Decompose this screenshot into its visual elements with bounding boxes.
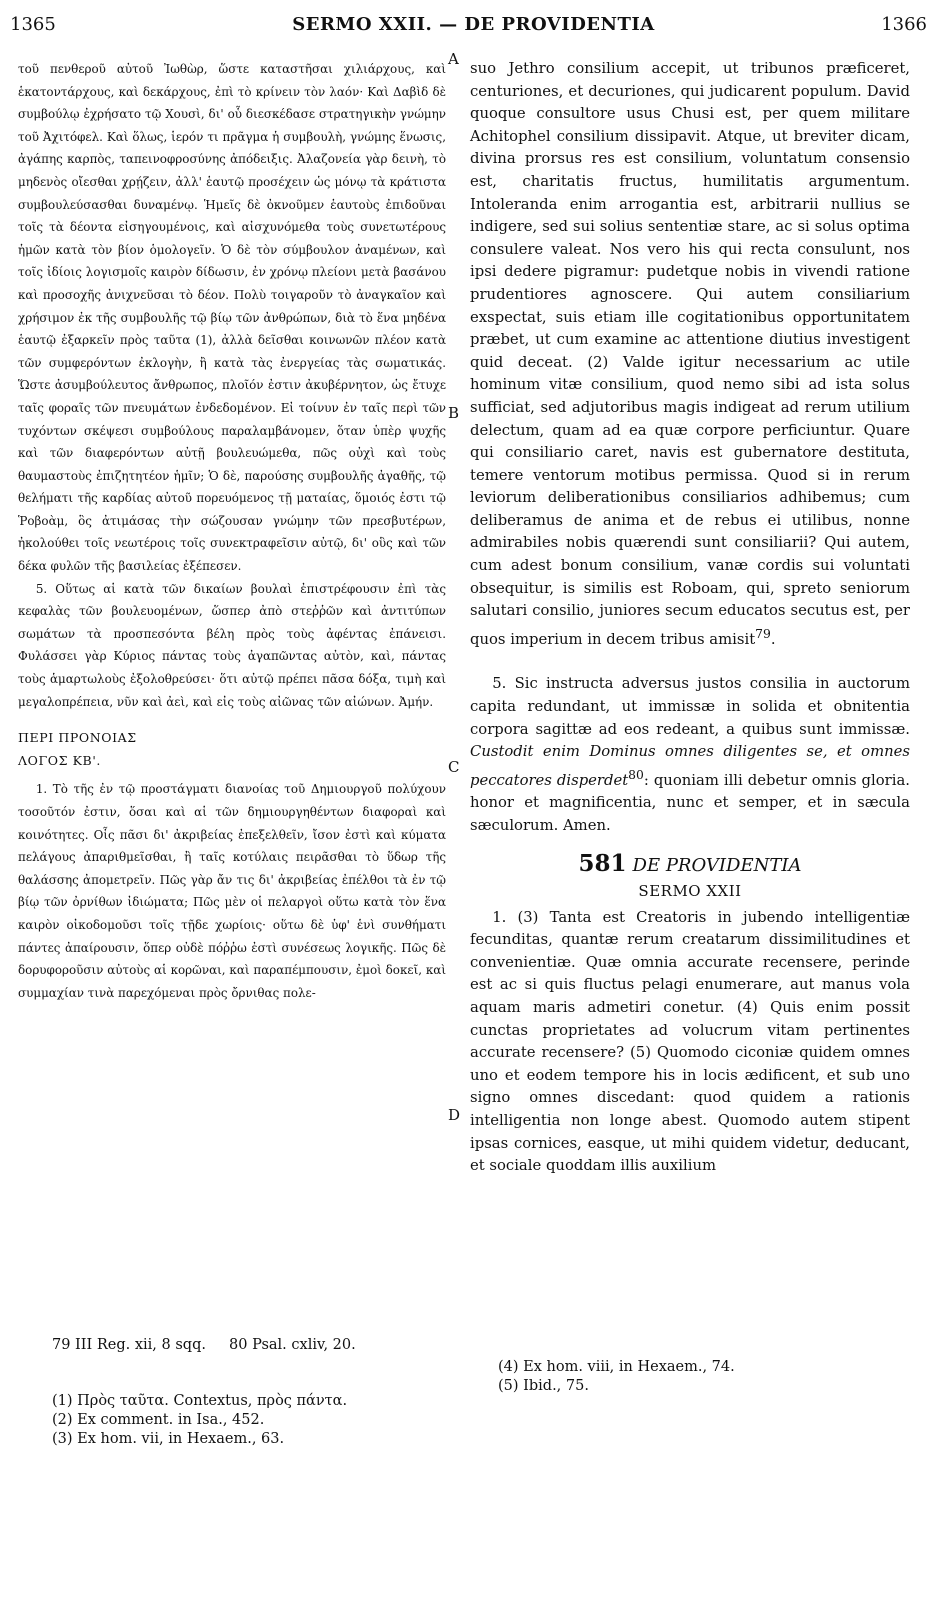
footnotes-left xyxy=(52,1392,347,1449)
greek-paragraph: 1. Τὸ τῆς ἐν τῷ προστάγματι διανοίας τοῦ Δημιουργοῦ πολύχουν τοσοῦτόν ἐστιν, ὅσαι καὶ αἱ τῶν δημιουργηθέντων διαφοραὶ καὶ κοινότητες. Οἷς πᾶσι δι' ἀκριβείας ἐπεξελθεῖν, ἴσον ἐστὶ καὶ κύματα πελάγους ἀπαριθμεῖσθαι, ἢ ταῖς κοτύλαις πειρᾶσθαι τὸ ὕδωρ τῆς θαλάσσης ἀπομετρεῖν. Πῶς γὰρ ἄν τις δι' ἀκριβείας ἐπέλθοι τὰ ἐν τῷ βίῳ τῶν ὀρνίθων ἰδιώματα; Πῶς μὲν οἱ πελαργοὶ οὕτω κατὰ τὸν ἕνα καιρὸν οἰκοδομοῦσι τοῖς τῇδε χωρίοις· οὕτω δὲ ὑφ' ἑνὶ συνθήματι πάντες ἀπαίρουσιν, ὅπερ οὐδὲ πόῤῥω ἐστὶ συνέσεως λογικῆς. Πῶς δὲ δορυφοροῦσιν αὐτοὺς αἱ κορῶναι, καὶ παραπέμπουσιν, ἐμοὶ δοκεῖ, καὶ συμμαχίαν τινὰ παρεχόμεναι πρὸς ὄρνιθας πολε- xyxy=(18,782,446,1000)
note-79: 79 III Reg. xii, 8 sqq. xyxy=(52,1337,206,1353)
page-number-right: 1366 xyxy=(881,14,927,35)
section-title: DE PROVIDENTIA xyxy=(632,855,802,877)
greek-paragraph: τοῦ πενθεροῦ αὐτοῦ Ἰωθὼρ, ὥστε καταστῆσαι χιλιάρχους, καὶ ἑκατοντάρχους, καὶ δεκάρχους, ἐπὶ τὸ κρίνειν τὸν λαόν· Καὶ Δαβὶδ δὲ συμβούλῳ ἐχρήσατο τῷ Χουσὶ, δι' οὗ διεσκέδασε στρατηγικὴν γνώμην τοῦ Ἀχιτόφελ. Καὶ ὅλως, ἱερόν τι πρᾶγμα ἡ συμβουλὴ, γνώμης ἕνωσις, ἀγάπης καρπὸς, ταπεινοφροσύνης ἀπόδειξις. Ἀλαζονεία γὰρ δεινὴ, τὸ μηδενὸς οἴεσθαι χρῄζειν, ἀλλ' ἑαυτῷ προσέχειν ὡς μόνῳ τὰ κράτιστα συμβουλεύσασθαι δυναμένῳ. Ἡμεῖς δὲ ὀκνοῦμεν ἑαυτοὺς ἐπιδοῦναι τοῖς τὰ δέοντα εἰσηγουμένοις, καὶ αἰσχυνόμεθα τοὺς συνετωτέρους ἡμῶν κατὰ τὸν βίον ὁμολογεῖν. Ὁ δὲ τὸν σύμβουλον ἀναμένων, καὶ τοῖς ἰδίοις λογισμοῖς καιρὸν δίδωσιν, ἐν χρόνῳ πλείονι μετὰ βασάνου καὶ προσοχῆς ἀνιχνεῦσαι τὸ δέον. Πολὺ τοιγαροῦν τὸ ἀναγκαῖον καὶ χρήσιμον ἐκ τῆς συμβουλῆς τῷ βίῳ τῶν ἀνθρώπων, διὰ τὸ ἕνα μηδένα ἑαυτῷ ἐξαρκεῖν πρὸς ταῦτα (1), ἀλλὰ δεῖσθαι κοινωνῶν πλέον κατὰ τῶν συμφερόντων ἐκλογὴν, ἢ κατὰ τὰς ἐνεργείας τὰς σωματικάς. Ὥστε ἀσυμβούλευτος ἄνθρωπος, πλοῖόν ἐστιν ἀκυβέρνητον, ὡς ἔτυχε ταῖς φοραῖς τῶν πνευμάτων ἐνδεδομένον. Εἰ τοίνυν ἐν ταῖς περὶ τῶν τυχόντων σκέψεσι συμβούλους παραλαμβάνομεν, ὅταν ὑπὲρ ψυχῆς καὶ τῶν διαφερόντων αὐτῇ βουλευώμεθα, πῶς οὐχὶ καὶ τοὺς θαυμαστοὺς ἐπιζητητέον ἡμῖν; Ὁ δὲ, παρούσης συμβουλῆς ἀγαθῆς, τῷ θελήματι τῆς καρδίας αὐτοῦ πορευόμενος τῇ ματαίας, ὅμοιός ἐστι τῷ Ῥοβοὰμ, ὃς ἀτιμάσας τὴν σώζουσαν γνώμην τῶν πρεσβυτέρων, ἠκολούθει τοῖς νεωτέροις τοῖς συνεκτραφεῖσιν αὐτῷ, δι' οὓς καὶ τῶν δέκα φυλῶν τῆς βασιλείας ἐξέπεσεν. xyxy=(18,62,446,574)
margin-letter-b: B xyxy=(448,404,460,422)
footnote: (4) Ex hom. viii, in Hexaem., 74. xyxy=(498,1359,735,1375)
latin-text: 5. Sic instructa adversus justos consilia in auctorum capita redundant, ut immissæ in solida et obnitentia corpora sagittæ ad eos redeant, a quibus sunt immissæ. xyxy=(470,675,910,738)
latin-text: : quoniam illi debetur omnis gloria. honor et magnificentia, nunc et semper, et in sæcula sæculorum. Amen. xyxy=(470,771,910,834)
page-number-left: 1365 xyxy=(10,14,56,35)
margin-letter-d: D xyxy=(448,1106,461,1124)
greek-paragraph: 5. Οὕτως αἱ κατὰ τῶν δικαίων βουλαὶ ἐπιστρέφουσιν ἐπὶ τὰς κεφαλὰς τῶν βουλευομένων, ὥσπερ ἀπὸ στεῤῥῶν καὶ ἀντιτύπων σωμάτων τὰ προσπεσόντα βέλη πρὸς τοὺς ἀφέντας ἐπάνεισι. Φυλάσσει γὰρ Κύριος πάντας τοὺς ἀγαπῶντας αὐτὸν, καὶ, πάντας τοὺς ἁμαρτωλοὺς ἐξολοθρεύσει· ὅτι αὐτῷ πρέπει πᾶσα δόξα, τιμὴ καὶ μεγαλοπρέπεια, νῦν καὶ ἀεὶ, καὶ εἰς τοὺς αἰῶνας τῶν αἰώνων. Ἀμήν. xyxy=(18,581,446,709)
footnote-ref: 79 xyxy=(755,626,771,641)
section-heading xyxy=(470,850,910,878)
footnote: (1) Πρὸς ταῦτα. Contextus, πρὸς πάντα. xyxy=(52,1393,348,1409)
latin-paragraph: 1. (3) Tanta est Creatoris in jubendo intelligentiæ fecunditas, quantæ rerum creatarum dissimilitudines et convenientiæ. Quæ omnia accurate recensere, perinde est ac si quis fluctus pelagi enumerare, aut manus vola aquam maris admetiri conetur. (4) Quis enim possit cunctas proprietates ad volucrum vitam pertinentes accurate recensere? (5) Quomodo ciconiæ quidem omnes uno et eodem tempore his in locis ædificent, et sub uno signo omnes discedant: quod quidem a rationis intelligentia non longe abest. Quomodo autem stipent ipsas cornices, easque, ut mihi quidem videtur, deducant, et sociale quoddam illis auxilium xyxy=(470,908,910,1175)
running-title: SERMO XXII. — DE PROVIDENTIA xyxy=(292,14,655,35)
note-80: 80 Psal. cxliv, 20. xyxy=(229,1337,356,1353)
latin-paragraph xyxy=(470,673,910,837)
reference-notes xyxy=(52,1336,356,1355)
footnotes-right xyxy=(498,1358,735,1396)
latin-paragraph: suo Jethro consilium accepit, ut tribunos præficeret, centuriones, et decuriones, qui judicarent populum. David quoque consultore usus Chusi est, per quem militare Achitophel consilium dissipavit. Atque, ut breviter dicam, divina prorsus res est consilium, voluntatum consensio est, charitatis fructus, humilitatis argumentum. Intoleranda enim arrogantia est, arbitrarii nullius se indigere, sed sui solius sententiæ stare, ac si solus optima consulere valeat. Nos vero his qui recta consulunt, nos ipsi dedere pigramur: pudetque nobis in vivendi ratione prudentiores agnoscere. Qui autem consiliarium exspectat, suis etiam ille cogitationibus opportunitatem præbet, ut cum examine ac attentione diutius investigent quid deceat. (2) Valde igitur necessarium ac utile hominum vitæ consilium, quod nemo sibi ad ista solus sufficiat, sed adjutoribus magis indigeat ad rerum utilium delectum, quam ad ea quæ corpore perficiuntur. Quare qui consiliario caret, navis est gubernatore destituta, temere ventorum motibus permissa. Quod si in rerum leviorum deliberationibus consiliarios adhibemus; cum deliberamus de anima et de rebus ei utilibus, nonne admirabiles nobis quærendi sunt consiliarii? Qui autem, cum adest bonum consilium, vanæ cordis sui voluntati obsequitur, is similis est Roboam, qui, spreto seniorum salutari consilio, juniores secum educatos secutus est, per quos imperium in decem tribus amisit$^{79}$. xyxy=(470,60,910,648)
footnote: (2) Ex comment. in Isa., 452. xyxy=(52,1412,265,1428)
footnote: (3) Ex hom. vii, in Hexaem., 63. xyxy=(52,1431,285,1447)
latin-column xyxy=(470,58,910,1178)
sermo-heading: SERMO XXII xyxy=(638,882,742,901)
section-number: 581 xyxy=(578,850,627,878)
margin-letter-c: C xyxy=(448,758,460,776)
latin-text: suo Jethro consilium accepit, ut tribunos præficeret, centuriones, et decuriones, qui judicarent populum. David quoque consultore usus Chusi est, per quem militare Achitophel consilium dissipavit. Atque, ut breviter dicam, divina prorsus res est consilium, voluntatum consensio est, charitatis fructus, humilitatis argumentum. Intoleranda enim arrogantia est, arbitrarii nullius se indigere, sed sui solius sententiæ stare, ac si solus optima consulere valeat. Nos vero his qui recta consulunt, nos ipsi dedere pigramur: pudetque nobis in vivendi ratione prudentiores agnoscere. Qui autem consiliarium exspectat, suis etiam ille cogitationibus opportunitatem præbet, ut cum examine ac attentione diutius investigent quid deceat. (2) Valde igitur necessarium ac utile hominum vitæ consilium, quod nemo sibi ad ista solus sufficiat, sed adjutoribus magis indigeat ad rerum utilium delectum, quam ad ea quæ corpore perficiuntur. Quare qui consiliario caret, navis est gubernatore destituta, temere ventorum motibus permissa. Quod si in rerum leviorum deliberationibus consiliarios adhibemus; cum deliberamus de anima et de rebus ei utilibus, nonne admirabiles nobis quærendi sunt consiliarii? Qui autem, cum adest bonum consilium, vanæ cordis sui voluntati obsequitur, is similis est Roboam, qui, spreto seniorum salutari consilio, juniores secum educatos secutus est, per quos imperium in decem tribus amisit xyxy=(470,60,910,648)
greek-column xyxy=(18,58,446,1004)
latin-quote: Custodit enim Dominus omnes diligentes se, et omnes peccatores disperdet xyxy=(470,743,910,789)
footnote: (5) Ibid., 75. xyxy=(498,1378,589,1394)
greek-subheading: ΛΟΓΟΣ ΚΒ'. xyxy=(18,752,101,768)
greek-heading: ΠΕΡΙ ΠΡΟΝΟΙΑΣ xyxy=(18,730,137,746)
footnote-ref: 80 xyxy=(628,767,644,782)
margin-letter-a: A xyxy=(448,50,459,68)
